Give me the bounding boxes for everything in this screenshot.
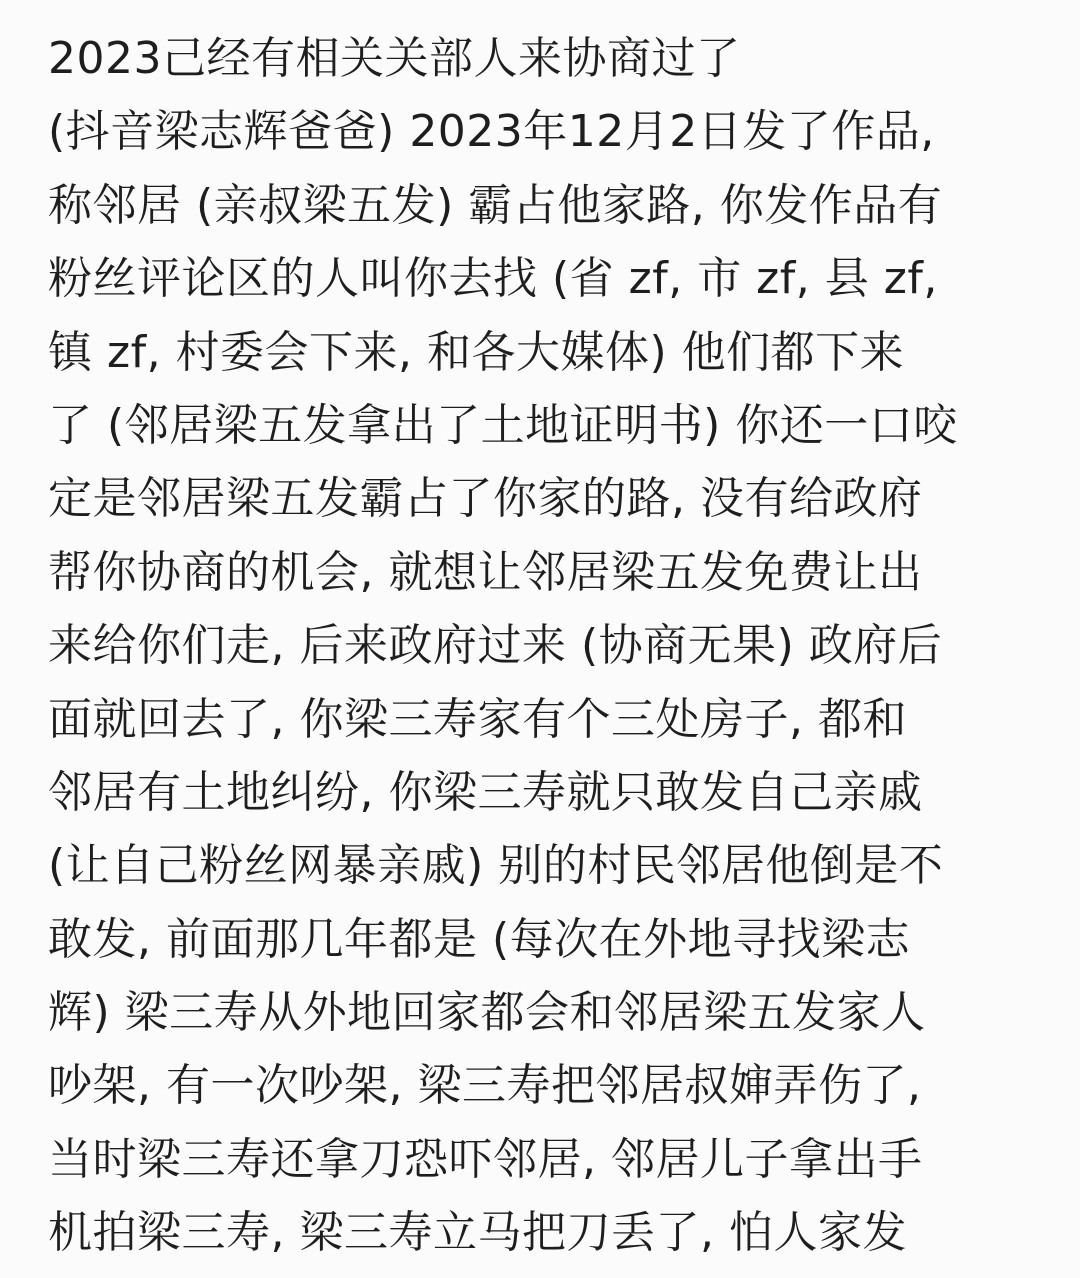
text-line: 了 (邻居梁五发拿出了土地证明书) 你还一口咬	[48, 399, 958, 451]
text-line: (让自己粉丝网暴亲戚) 别的村民邻居他倒是不	[48, 840, 944, 892]
text-line: 邻居有土地纠纷, 你梁三寿就只敢发自己亲戚	[48, 766, 923, 818]
text-line: 来给你们走, 后来政府过来 (协商无果) 政府后	[48, 620, 943, 672]
text-line: 机拍梁三寿, 梁三寿立马把刀丢了, 怕人家发	[48, 1207, 907, 1259]
text-line: 帮你协商的机会, 就想让邻居梁五发免费让出	[48, 546, 923, 598]
text-line: 镇 zf, 村委会下来, 和各大媒体) 他们都下来	[48, 326, 905, 378]
text-line: 称邻居 (亲叔梁五发) 霸占他家路, 你发作品有	[48, 179, 943, 231]
text-line: 敢发, 前面那几年都是 (每次在外地寻找梁志	[48, 913, 911, 965]
text-line: (抖音梁志辉爸爸) 2023年12月2日发了作品,	[48, 106, 935, 158]
text-line: 当时梁三寿还拿刀恐吓邻居, 邻居儿子拿出手	[48, 1133, 923, 1185]
text-line: 面就回去了, 你梁三寿家有个三处房子, 都和	[48, 693, 907, 745]
post-text	[48, 22, 1048, 1270]
text-line: 粉丝评论区的人叫你去找 (省 zf, 市 zf, 县 zf,	[48, 253, 938, 305]
text-line: 定是邻居梁五发霸占了你家的路, 没有给政府	[48, 473, 923, 525]
text-line: 辉) 梁三寿从外地回家都会和邻居梁五发家人	[48, 987, 926, 1039]
text-line: 2023己经有相关关部人来协商过了	[48, 33, 741, 84]
text-line: 吵架, 有一次吵架, 梁三寿把邻居叔婶弄伤了,	[48, 1060, 922, 1112]
